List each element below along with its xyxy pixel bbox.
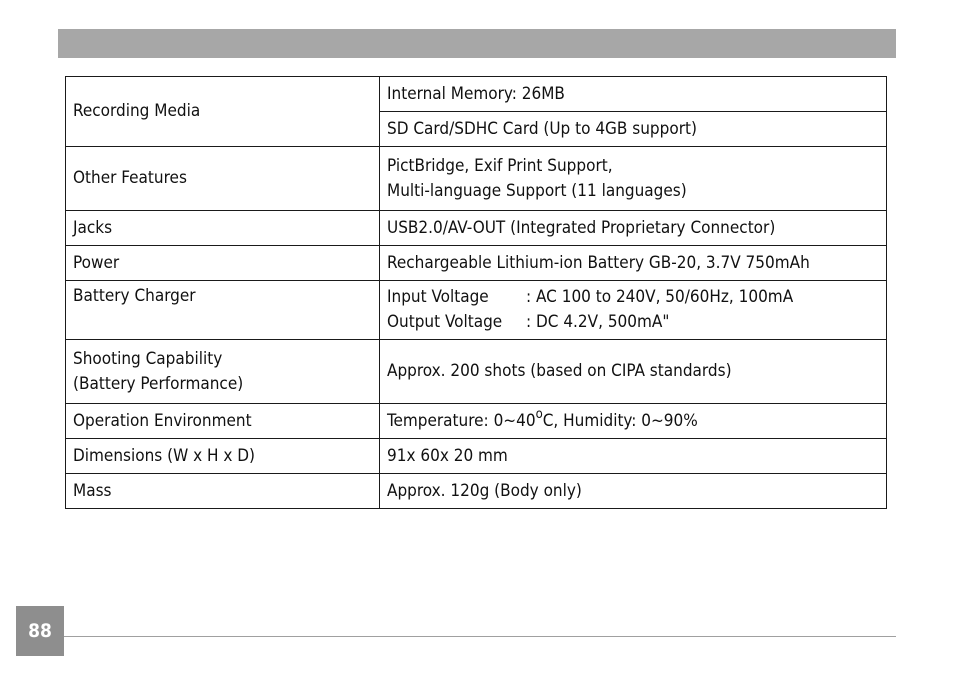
output-voltage-value: : DC 4.2V, 500mA"	[526, 312, 670, 332]
recording-media-label: Recording Media	[66, 77, 380, 147]
shooting-capability-label	[66, 340, 380, 404]
mass-value: Approx. 120g (Body only)	[380, 474, 887, 509]
operation-environment-value	[380, 404, 887, 439]
table-row	[66, 474, 887, 509]
other-features-label: Other Features	[66, 147, 380, 211]
battery-charger-value	[380, 281, 887, 340]
table-row	[66, 77, 887, 112]
battery-charger-label: Battery Charger	[66, 281, 380, 340]
input-voltage-value: : AC 100 to 240V, 50/60Hz, 100mA	[526, 287, 794, 307]
humidity-text: C, Humidity: 0~90%	[542, 410, 698, 431]
shooting-capability-value: Approx. 200 shots (based on CIPA standards)	[380, 340, 887, 404]
jacks-label: Jacks	[66, 211, 380, 246]
other-features-value	[380, 147, 887, 211]
other-features-line: PictBridge, Exif Print Support,	[387, 155, 613, 176]
header-bar	[58, 29, 896, 58]
other-features-line: Multi-language Support (11 languages)	[387, 180, 687, 201]
degree-symbol: o	[535, 406, 543, 422]
table-row	[66, 439, 887, 474]
output-voltage-label: Output Voltage	[387, 312, 503, 332]
power-label: Power	[66, 246, 380, 281]
table-row	[66, 246, 887, 281]
operation-environment-label: Operation Environment	[66, 404, 380, 439]
mass-label: Mass	[66, 474, 380, 509]
table-row	[66, 404, 887, 439]
specifications-table	[65, 76, 887, 509]
table-row	[66, 281, 887, 340]
jacks-value: USB2.0/AV-OUT (Integrated Proprietary Connector)	[380, 211, 887, 246]
recording-media-value-card: SD Card/SDHC Card (Up to 4GB support)	[380, 112, 887, 147]
dimensions-value: 91x 60x 20 mm	[380, 439, 887, 474]
table-row	[66, 211, 887, 246]
page-number: 88	[16, 606, 64, 656]
table-row	[66, 340, 887, 404]
recording-media-value-internal: Internal Memory: 26MB	[380, 77, 887, 112]
footer-rule	[64, 636, 896, 637]
power-value: Rechargeable Lithium-ion Battery GB-20, 3.7V 750mAh	[380, 246, 887, 281]
input-voltage-label: Input Voltage	[387, 287, 489, 307]
shooting-capability-line: Shooting Capability	[73, 348, 223, 369]
temperature-text: Temperature: 0~40	[387, 410, 536, 431]
input-voltage-line	[387, 285, 879, 310]
output-voltage-line	[387, 310, 879, 335]
dimensions-label: Dimensions (W x H x D)	[66, 439, 380, 474]
shooting-capability-line: (Battery Performance)	[73, 373, 244, 394]
table-row	[66, 147, 887, 211]
